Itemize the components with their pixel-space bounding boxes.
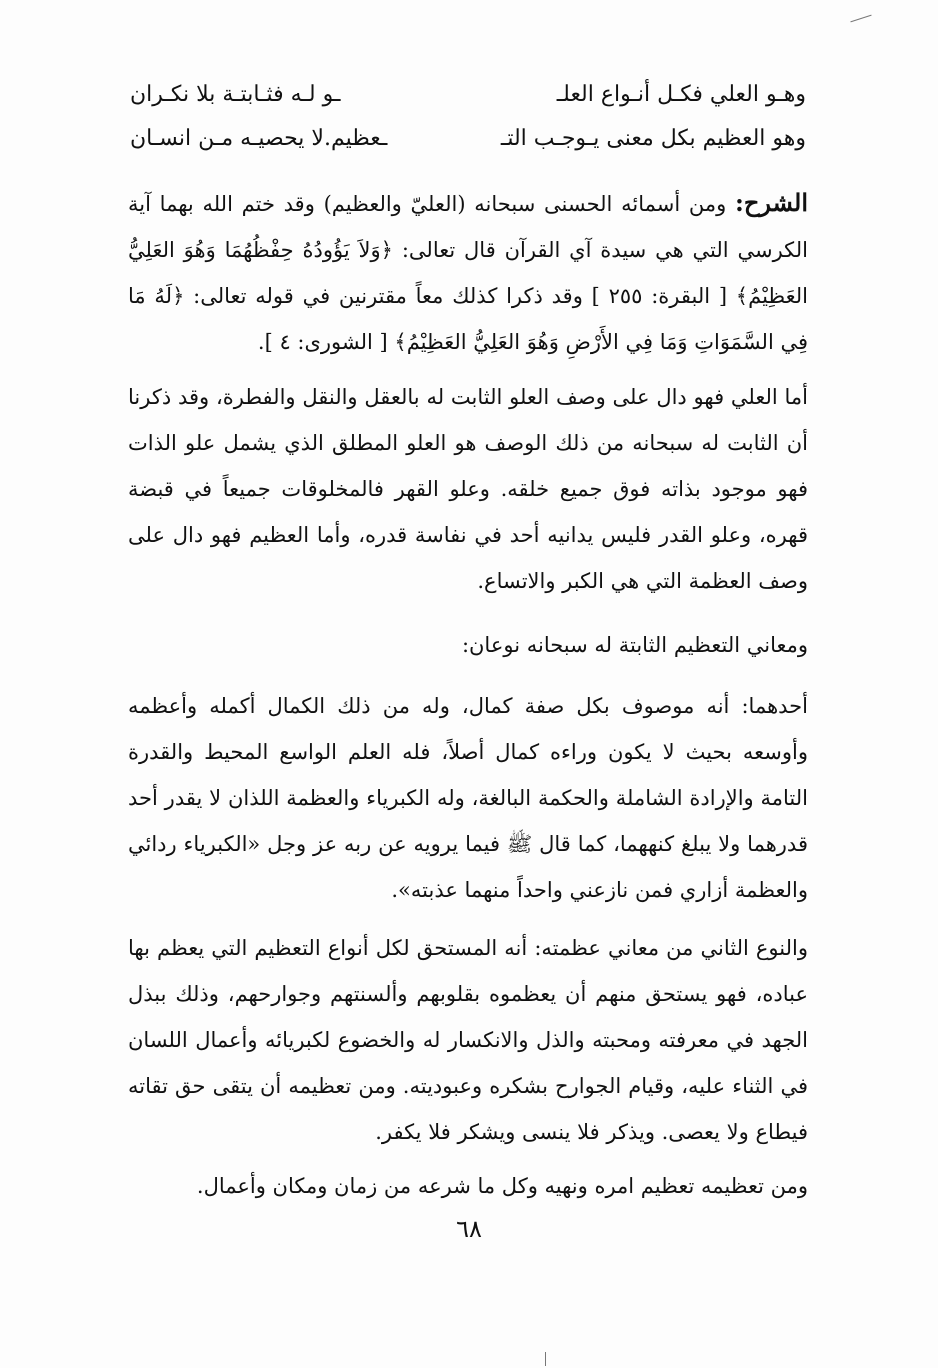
sharh-text: ومن أسمائه الحسنى سبحانه (العليّ والعظيم) وقد ختم الله بهما آية الكرسي التي هي سيدة آي القرآن قال تعالى: ﴿وَلاَ يَؤُودُهُ حِفْظُهُمَا وَهُوَ العَلِيُّ العَظِيْمُ﴾ [ البقرة: ٢٥٥ ] وقد ذكرا كذلك معاً مقترنين في قوله تعالى: ﴿لَهُ مَا فِي السَّمَوَاتِ وَمَا فِي الأَرْضِ وَهُوَ العَلِيُّ العَظِيْمُ﴾ [ الشورى: ٤ ]. <box>128 192 808 354</box>
second-type-paragraph: والنوع الثاني من معاني عظمته: أنه المستحق لكل أنواع التعظيم التي يعظم بها عباده، فهو يستحق منهم أن يعظموه بقلوبهم وألسنتهم وجوارحهم، وذلك ببذل الجهد في معرفته ومحبته والذل والانكسار له والخضوع لكبريائه وأعمال اللسان في الثناء عليه، وقيام الجوارح بشكره وعبوديته. ومن تعظيمه أن يتقى حق تقاته فيطاع ولا يعصى. ويذكر فلا ينسى ويشكر فلا يكفر. <box>128 936 808 1144</box>
taazim-paragraph: ومن تعظيمه تعظيم امره ونهيه وكل ما شرعه من زمان ومكان وأعمال. <box>196 1174 808 1198</box>
verse-2-first-hemistich: وهو العظيم بكل معنى يـوجـب التـ <box>500 126 806 151</box>
maani-paragraph: ومعاني التعظيم الثابتة له سبحانه نوعان: <box>461 633 808 657</box>
sharh-label: الشرح: <box>735 188 808 217</box>
poem-verse-1 <box>130 80 806 110</box>
page-number: ٦٨ <box>456 1215 482 1243</box>
aliy-paragraph: أما العلي فهو دال على وصف العلو الثابت له بالعقل والنقل والفطرة، وقد ذكرنا أن الثابت له سبحانه من ذلك الوصف هو العلو المطلق الذي يشمل علو الذات فهو موجود بذاته فوق جميع خلقه. وعلو القهر فالمخلوقات جميعاً في قبضة قهره، وعلو القدر فليس يدانيه أحد في نفاسة قدره، وأما العظيم فهو دال على وصف العظمة التي هي الكبر والاتساع. <box>128 385 808 593</box>
scan-mark-bottom <box>545 1352 546 1366</box>
sharh-paragraph <box>128 180 808 365</box>
verse-1-second-hemistich: ـو لـه فثـابتـة بلا نكـران <box>130 82 341 107</box>
poem-verse-2 <box>130 124 806 154</box>
verse-1-first-hemistich: وهـو العلي فكـل أنـواع العلـ <box>556 82 806 107</box>
verse-2-second-hemistich: ـعظيم.لا يحصيـه مـن انسـان <box>130 126 388 151</box>
first-type-paragraph: أحدهما: أنه موصوف بكل صفة كمال، وله من ذلك الكمال أكمله وأعظمه وأوسعه بحيث لا يكون وراءه كمال أصلاً، فله العلم الواسع المحيط والقدرة التامة والإرادة الشاملة والحكمة البالغة، وله الكبرياء والعظمة اللذان لا يقدر أحد قدرهما ولا يبلغ كنههما، كما قال ﷺ فيما يرويه عن ربه عز وجل «الكبرياء ردائي والعظمة أزاري فمن نازعني واحداً منهما عذبته». <box>128 694 808 902</box>
scan-mark <box>850 15 871 23</box>
